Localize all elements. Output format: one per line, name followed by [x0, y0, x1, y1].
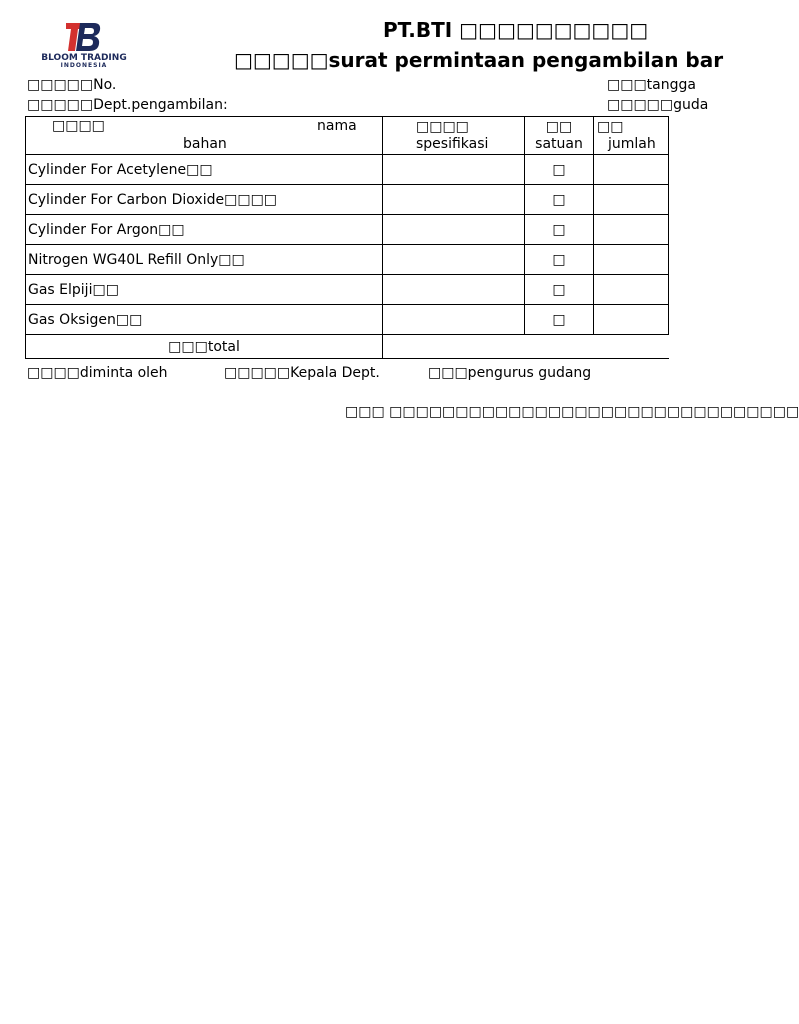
header-qty: [594, 117, 669, 155]
header-name-id-2: bahan: [183, 136, 227, 152]
item-name-cell: Gas Oksigen□□: [26, 305, 383, 335]
table-header-row: [26, 117, 669, 155]
header-name-id-1: nama: [317, 118, 357, 134]
document-number-label: □□□□□No.: [27, 77, 117, 93]
logo-name: BLOOM TRADING: [41, 53, 127, 63]
header-unit-id: satuan: [535, 135, 583, 152]
header-qty-cn: □□: [597, 118, 624, 135]
item-unit-cell: □: [525, 305, 594, 335]
warehouse-label: □□□□□guda: [607, 97, 709, 113]
item-name-cell: Nitrogen WG40L Refill Only□□: [26, 245, 383, 275]
header-unit: [525, 117, 594, 155]
company-title: PT.BTI □□□□□□□□□□: [383, 18, 649, 42]
table-row: [26, 155, 669, 185]
header-item-name: [26, 117, 383, 155]
item-unit-cell: □: [525, 155, 594, 185]
table-row: [26, 185, 669, 215]
item-name-cell: Cylinder For Acetylene□□: [26, 155, 383, 185]
item-unit-cell: □: [525, 215, 594, 245]
header-qty-id: jumlah: [608, 135, 656, 152]
item-unit-cell: □: [525, 185, 594, 215]
item-spec-cell[interactable]: [383, 155, 525, 185]
header-name-cn: □□□□: [52, 118, 105, 134]
item-qty-cell[interactable]: [594, 155, 669, 185]
header-unit-cn: □□: [545, 118, 573, 135]
item-spec-cell[interactable]: [383, 305, 525, 335]
item-spec-cell[interactable]: [383, 185, 525, 215]
item-qty-cell[interactable]: [594, 275, 669, 305]
total-label: □□□total: [26, 335, 383, 359]
form-title: □□□□□surat permintaan pengambilan bar: [234, 48, 724, 72]
table-row: [26, 275, 669, 305]
item-name-cell: Cylinder For Carbon Dioxide□□□□: [26, 185, 383, 215]
item-qty-cell[interactable]: [594, 185, 669, 215]
signature-requested-by: □□□□diminta oleh: [27, 365, 168, 381]
item-name-cell: Cylinder For Argon□□: [26, 215, 383, 245]
request-table: [25, 116, 669, 359]
item-spec-cell[interactable]: [383, 215, 525, 245]
signature-dept-head: □□□□□Kepala Dept.: [224, 365, 380, 381]
table-row: [26, 215, 669, 245]
item-name-cell: Gas Elpiji□□: [26, 275, 383, 305]
table-row: [26, 245, 669, 275]
item-unit-cell: □: [525, 275, 594, 305]
item-spec-cell[interactable]: [383, 245, 525, 275]
header-spec: [383, 117, 525, 155]
header-spec-id: spesifikasi: [416, 135, 489, 152]
date-label: □□□tangga: [607, 77, 696, 93]
item-spec-cell[interactable]: [383, 275, 525, 305]
logo-subtitle: INDONESIA: [60, 62, 108, 69]
total-row: [26, 335, 669, 359]
header-spec-cn: □□□□: [416, 118, 469, 135]
item-qty-cell[interactable]: [594, 245, 669, 275]
signature-warehouse-keeper: □□□pengurus gudang: [428, 365, 592, 381]
department-label: □□□□□Dept.pengambilan:: [27, 97, 228, 113]
footer-note: □□□ □□□□□□□□□□□□□□□□□□□□□□□□□□□□□□□: [345, 404, 799, 420]
table-row: [26, 305, 669, 335]
item-qty-cell[interactable]: [594, 305, 669, 335]
total-value-cell[interactable]: [383, 335, 669, 359]
item-unit-cell: □: [525, 245, 594, 275]
item-qty-cell[interactable]: [594, 215, 669, 245]
